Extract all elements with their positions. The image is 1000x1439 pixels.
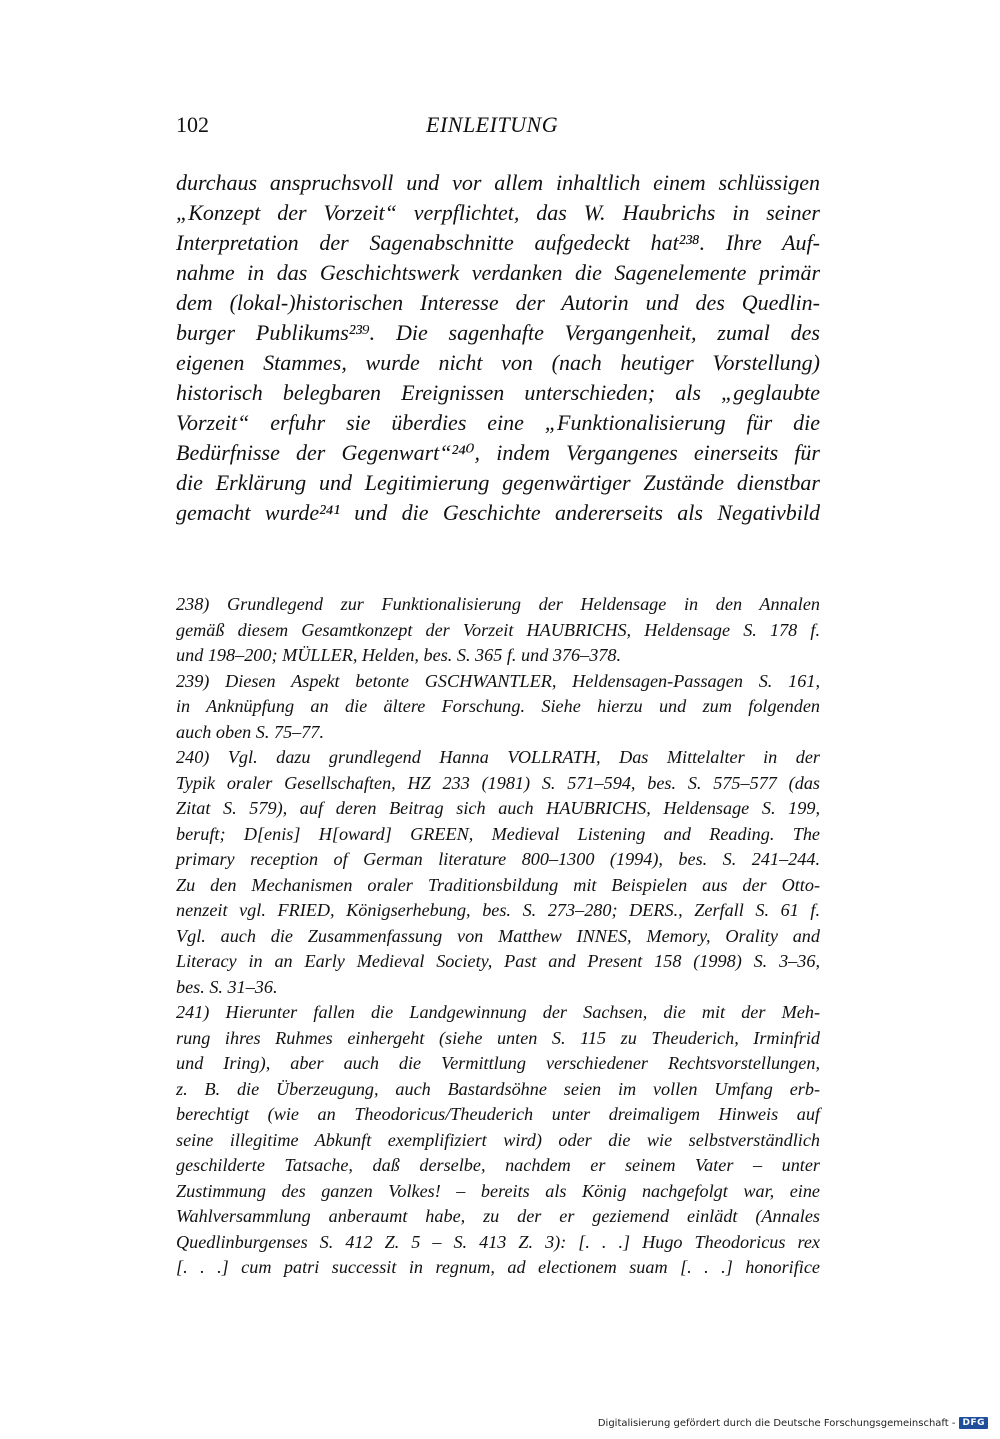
footnote-line: Zustimmung des ganzen Volkes! – bereits als König nachgefolgt war, eine	[176, 1180, 820, 1201]
credit-text: Digitalisierung gefördert durch die Deutsche Forschungsgemeinschaft -	[597, 1417, 956, 1429]
main-text	[176, 168, 820, 528]
body-line: durchaus anspruchsvoll und vor allem inhaltlich einem schlüssigen	[176, 170, 820, 195]
body-line: Vorzeit“ erfuhr sie überdies eine „Funktionalisierung für die	[176, 410, 820, 435]
footnote-line: geschilderte Tatsache, daß derselbe, nachdem er seinem Vater – unter	[176, 1155, 820, 1175]
footnotes	[176, 592, 820, 1281]
footnote-line: 238) Grundlegend zur Funktionalisierung der Heldensage in den Annalen	[176, 594, 820, 614]
body-line: historisch belegbaren Ereignissen unterschieden; als „geglaubte	[176, 380, 820, 405]
footnote-line: Vgl. auch die Zusammenfassung von Matthew INNES, Memory, Orality and	[176, 925, 820, 946]
footnote-line: berechtigt (wie an Theodoricus/Theuderich unter dreimaligem Hinweis auf	[176, 1104, 820, 1124]
footnote-line: 241) Hierunter fallen die Landgewinnung der Sachsen, die mit der Meh-	[176, 1002, 820, 1022]
page-header	[176, 112, 820, 142]
footnote-line: gemäß diesem Gesamtkonzept der Vorzeit HAUBRICHS, Heldensage S. 178 f.	[176, 619, 820, 640]
footnote-line: z. B. die Überzeugung, auch Bastardsöhne seien im vollen Umfang erb-	[176, 1078, 820, 1099]
dfg-logo: DFG	[959, 1417, 988, 1429]
footnote-line: nenzeit vgl. FRIED, Königserhebung, bes. S. 273–280; DERS., Zerfall S. 61 f.	[176, 900, 820, 920]
body-line: burger Publikums²³⁹. Die sagenhafte Vergangenheit, zumal des	[176, 320, 820, 345]
footnote-line: Literacy in an Early Medieval Society, Past and Present 158 (1998) S. 3–36,	[176, 951, 820, 971]
footnote-line: Typik oraler Gesellschaften, HZ 233 (1981) S. 571–594, bes. S. 575–577 (das	[176, 772, 820, 793]
footnote-line: in Anknüpfung an die ältere Forschung. Siehe hierzu und zum folgenden	[176, 696, 820, 716]
footnote-line: Wahlversammlung anberaumt habe, zu der er geziemend einlädt (Annales	[176, 1206, 820, 1226]
footnote-line: rung ihres Ruhmes einhergeht (siehe unten S. 115 zu Theuderich, Irminfrid	[176, 1027, 820, 1048]
running-head: EINLEITUNG	[426, 112, 559, 137]
footnote-line: Zu den Mechanismen oraler Traditionsbildung mit Beispielen aus der Otto-	[176, 874, 820, 895]
footnote-line: seine illegitime Abkunft exemplifiziert wird) oder die wie selbstverständlich	[176, 1129, 820, 1150]
footnote-line: [. . .] cum patri successit in regnum, ad electionem suam [. . .] honorifice	[176, 1257, 820, 1277]
body-line: Bedürfnisse der Gegenwart“²⁴⁰, indem Vergangenes einerseits für	[176, 440, 820, 465]
body-line: gemacht wurde²⁴¹ und die Geschichte andererseits als Negativbild	[176, 500, 820, 525]
body-line: dem (lokal-)historischen Interesse der Autorin und des Quedlin-	[176, 290, 820, 315]
body-line: die Erklärung und Legitimierung gegenwärtiger Zustände dienstbar	[176, 470, 820, 495]
digitization-credit	[598, 1417, 988, 1429]
footnote-line: 239) Diesen Aspekt betonte GSCHWANTLER, Heldensagen-Passagen S. 161,	[176, 670, 820, 691]
footnote-line: Zitat S. 579), auf deren Beitrag sich auch HAUBRICHS, Heldensage S. 199,	[176, 798, 820, 818]
footnote-line: bes. S. 31–36.	[176, 976, 278, 997]
body-line: Interpretation der Sagenabschnitte aufgedeckt hat²³⁸. Ihre Auf-	[176, 230, 820, 255]
footnote-line: 240) Vgl. dazu grundlegend Hanna VOLLRATH, Das Mittelalter in der	[176, 747, 820, 767]
footnote-line: und 198–200; MÜLLER, Helden, bes. S. 365 f. und 376–378.	[176, 645, 622, 665]
body-line: nahme in das Geschichtswerk verdanken die Sagenelemente primär	[176, 260, 820, 285]
footnote-line: beruft; D[enis] H[oward] GREEN, Medieval Listening and Reading. The	[176, 823, 820, 844]
footnote-line: und Iring), aber auch die Vermittlung verschiedener Rechtsvorstellungen,	[176, 1053, 820, 1073]
footnote-line: auch oben S. 75–77.	[176, 721, 325, 742]
page-number: 102	[176, 112, 209, 137]
body-line: „Konzept der Vorzeit“ verpflichtet, das W. Haubrichs in seiner	[176, 200, 820, 225]
footnote-line: Quedlinburgenses S. 412 Z. 5 – S. 413 Z. 3): [. . .] Hugo Theodoricus rex	[176, 1231, 820, 1252]
body-line: eigenen Stammes, wurde nicht von (nach heutiger Vorstellung)	[176, 350, 820, 375]
footnote-line: primary reception of German literature 800–1300 (1994), bes. S. 241–244.	[176, 849, 820, 869]
